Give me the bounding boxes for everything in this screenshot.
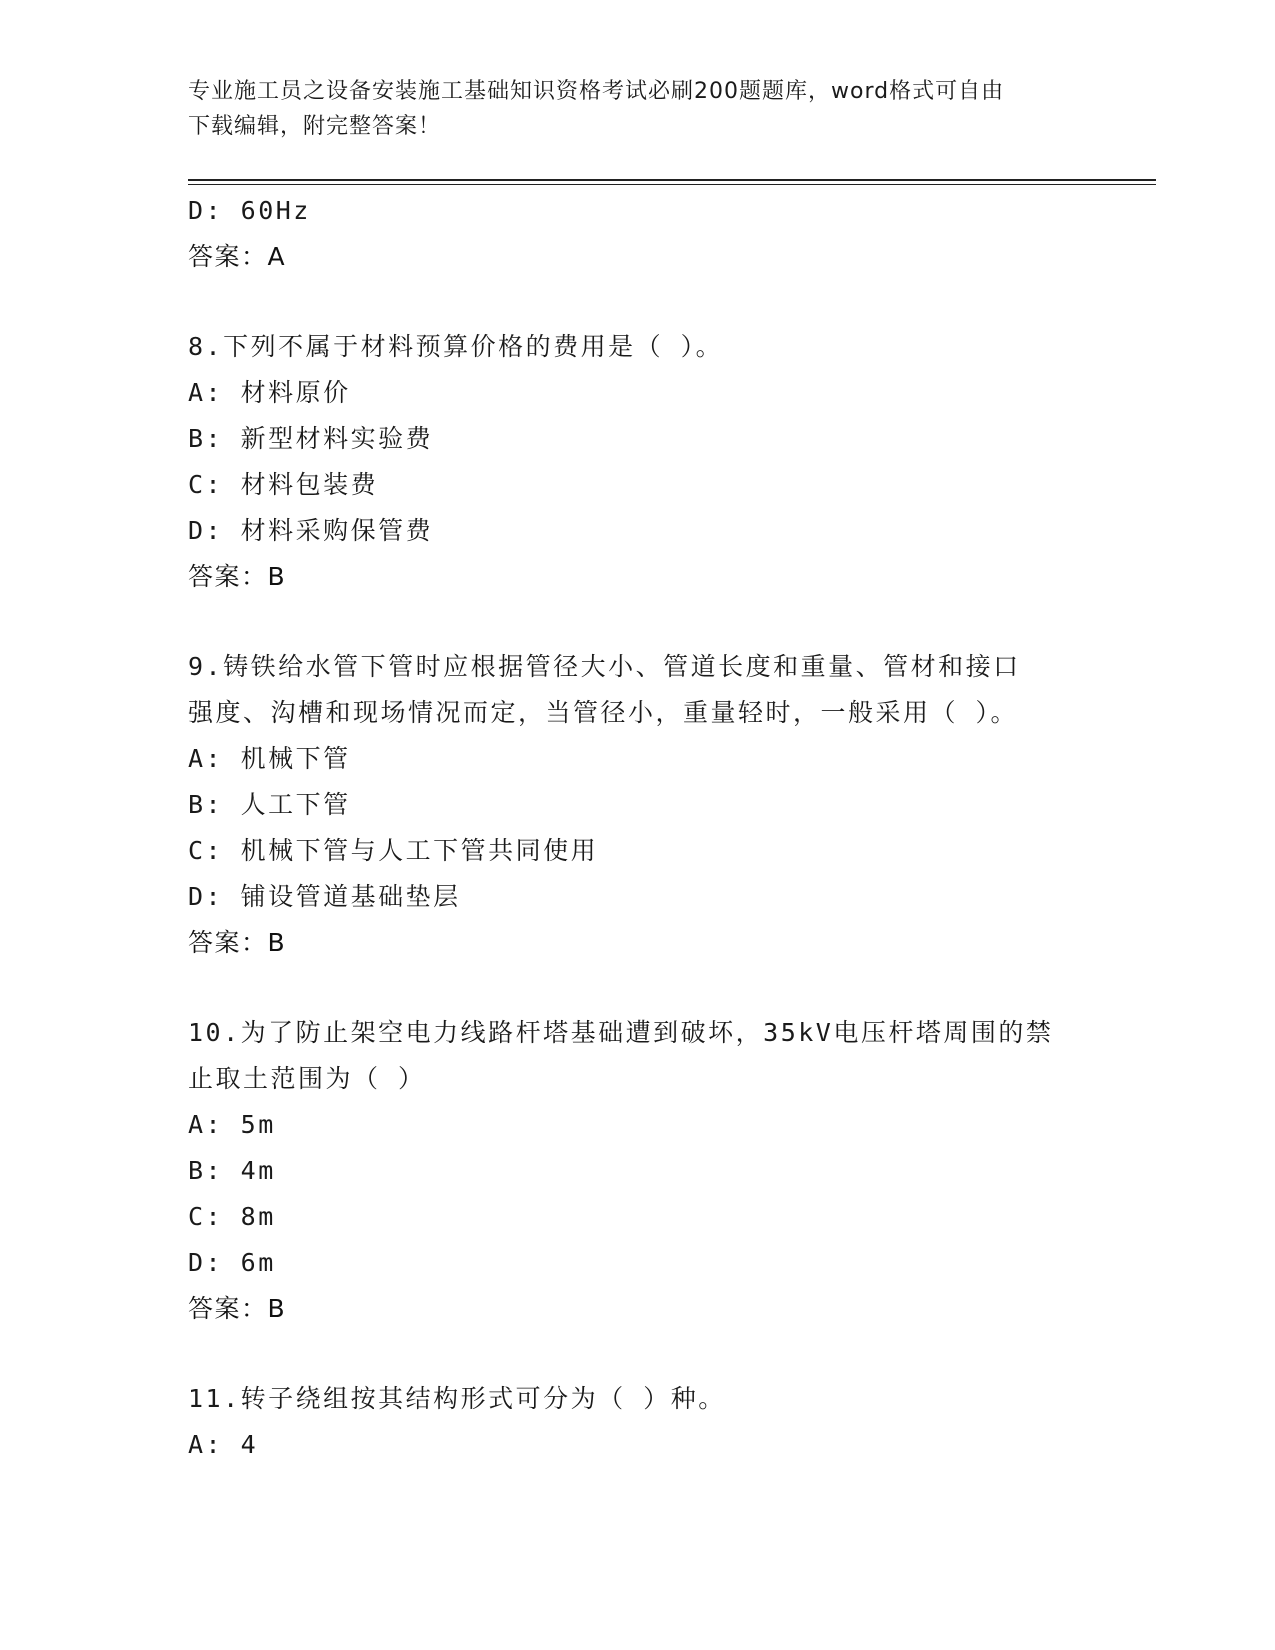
answer-line: 答案：B	[188, 1294, 287, 1323]
question-stem: 8.下列不属于材料预算价格的费用是（ ）。	[188, 332, 724, 361]
option-b: B: 人工下管	[188, 790, 351, 819]
option-d: D: 铺设管道基础垫层	[188, 882, 461, 911]
option-a: A: 机械下管	[188, 744, 351, 773]
option-a: A: 4	[188, 1430, 259, 1459]
option-d: D: 材料采购保管费	[188, 516, 434, 545]
previous-question-tail	[188, 188, 1148, 280]
question-stem-line-2: 止取土范围为（ ）	[188, 1064, 426, 1093]
header-title-line-2: 下载编辑，附完整答案！	[188, 114, 442, 139]
question-stem-line-1: 9.铸铁给水管下管时应根据管径大小、管道长度和重量、管材和接口	[188, 652, 1021, 681]
question-11	[188, 1376, 1148, 1468]
answer-line: 答案：B	[188, 928, 287, 957]
question-stem: 11.转子绕组按其结构形式可分为（ ）种。	[188, 1384, 726, 1413]
option-d: D: 6m	[188, 1248, 276, 1277]
option-a: A: 5m	[188, 1110, 276, 1139]
document-header	[188, 74, 1088, 144]
question-stem-line-2: 强度、沟槽和现场情况而定，当管径小，重量轻时，一般采用（ ）。	[188, 698, 1019, 727]
option-b: B: 新型材料实验费	[188, 424, 434, 453]
question-content	[188, 188, 1148, 1468]
option-c: C: 材料包装费	[188, 470, 379, 499]
answer-line: 答案：A	[188, 242, 287, 271]
option-d: D: 60Hz	[188, 196, 311, 225]
option-c: C: 机械下管与人工下管共同使用	[188, 836, 599, 865]
option-b: B: 4m	[188, 1156, 276, 1185]
option-a: A: 材料原价	[188, 378, 351, 407]
header-divider-thin	[188, 184, 1156, 185]
question-stem-line-1: 10.为了防止架空电力线路杆塔基础遭到破坏，35kV电压杆塔周围的禁	[188, 1018, 1054, 1047]
question-10	[188, 1010, 1148, 1332]
answer-line: 答案：B	[188, 562, 287, 591]
question-9	[188, 644, 1148, 966]
header-title-line-1: 专业施工员之设备安装施工基础知识资格考试必刷200题题库，word格式可自由	[188, 79, 1005, 104]
header-divider-thick	[188, 179, 1156, 181]
question-8	[188, 324, 1148, 600]
option-c: C: 8m	[188, 1202, 276, 1231]
